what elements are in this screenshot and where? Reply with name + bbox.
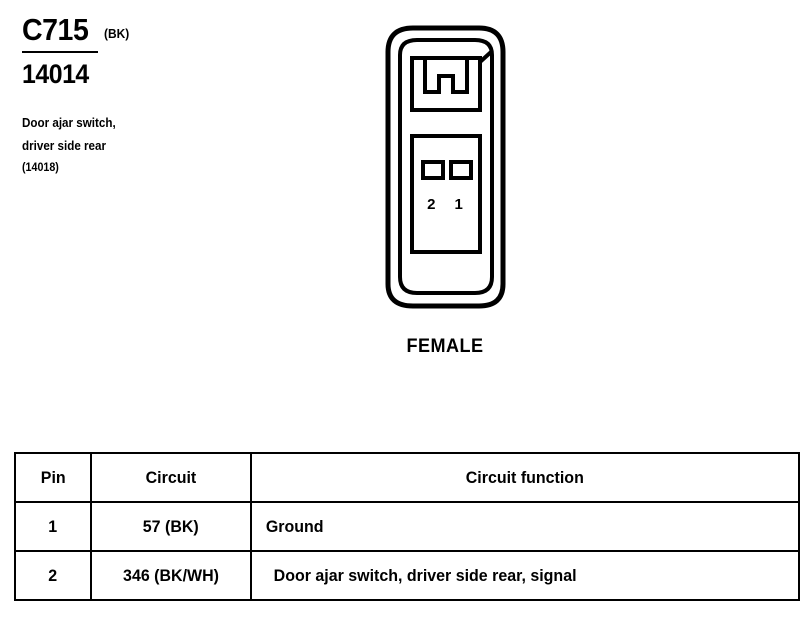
header-divider (22, 51, 98, 53)
pin-table (14, 452, 800, 601)
column-header-circuit: Circuit (91, 453, 251, 502)
table-row (15, 502, 799, 551)
table-row (15, 551, 799, 600)
pin-number-2: 2 (427, 196, 436, 213)
connector-gender-label: FEMALE (406, 336, 484, 357)
connector-id: C715 (22, 12, 89, 47)
connector-pin-numbers (355, 196, 535, 213)
pin-number-1: 1 (454, 196, 463, 213)
part-number: 14014 (22, 59, 89, 89)
terminal-cavity-1 (451, 162, 471, 178)
connector-upper-cavity (412, 58, 480, 110)
description-line-2: driver side rear (22, 139, 107, 154)
description-line-1: Door ajar switch, (22, 116, 116, 130)
cell-circuit-function: Ground (251, 502, 799, 551)
connector-outline-svg (355, 10, 535, 320)
terminal-housing (412, 136, 480, 252)
cell-circuit-function: Door ajar switch, driver side rear, signal (251, 551, 799, 600)
connector-body-outline (388, 28, 503, 306)
connector-description (22, 112, 236, 158)
column-header-function: Circuit function (251, 453, 799, 502)
connector-id-row (22, 14, 252, 45)
connector-diagram (355, 10, 535, 320)
connector-latch-tab (425, 58, 467, 92)
column-header-pin: Pin (15, 453, 91, 502)
terminal-cavity-2 (423, 162, 443, 178)
cell-circuit: 346 (BK/WH) (91, 551, 251, 600)
table-header-row (15, 453, 799, 502)
connector-color-code: (BK) (104, 26, 130, 41)
description-reference: (14018) (22, 162, 59, 175)
cell-circuit: 57 (BK) (91, 502, 251, 551)
connector-header (22, 14, 252, 174)
cell-pin: 1 (15, 502, 91, 551)
cell-pin: 2 (15, 551, 91, 600)
